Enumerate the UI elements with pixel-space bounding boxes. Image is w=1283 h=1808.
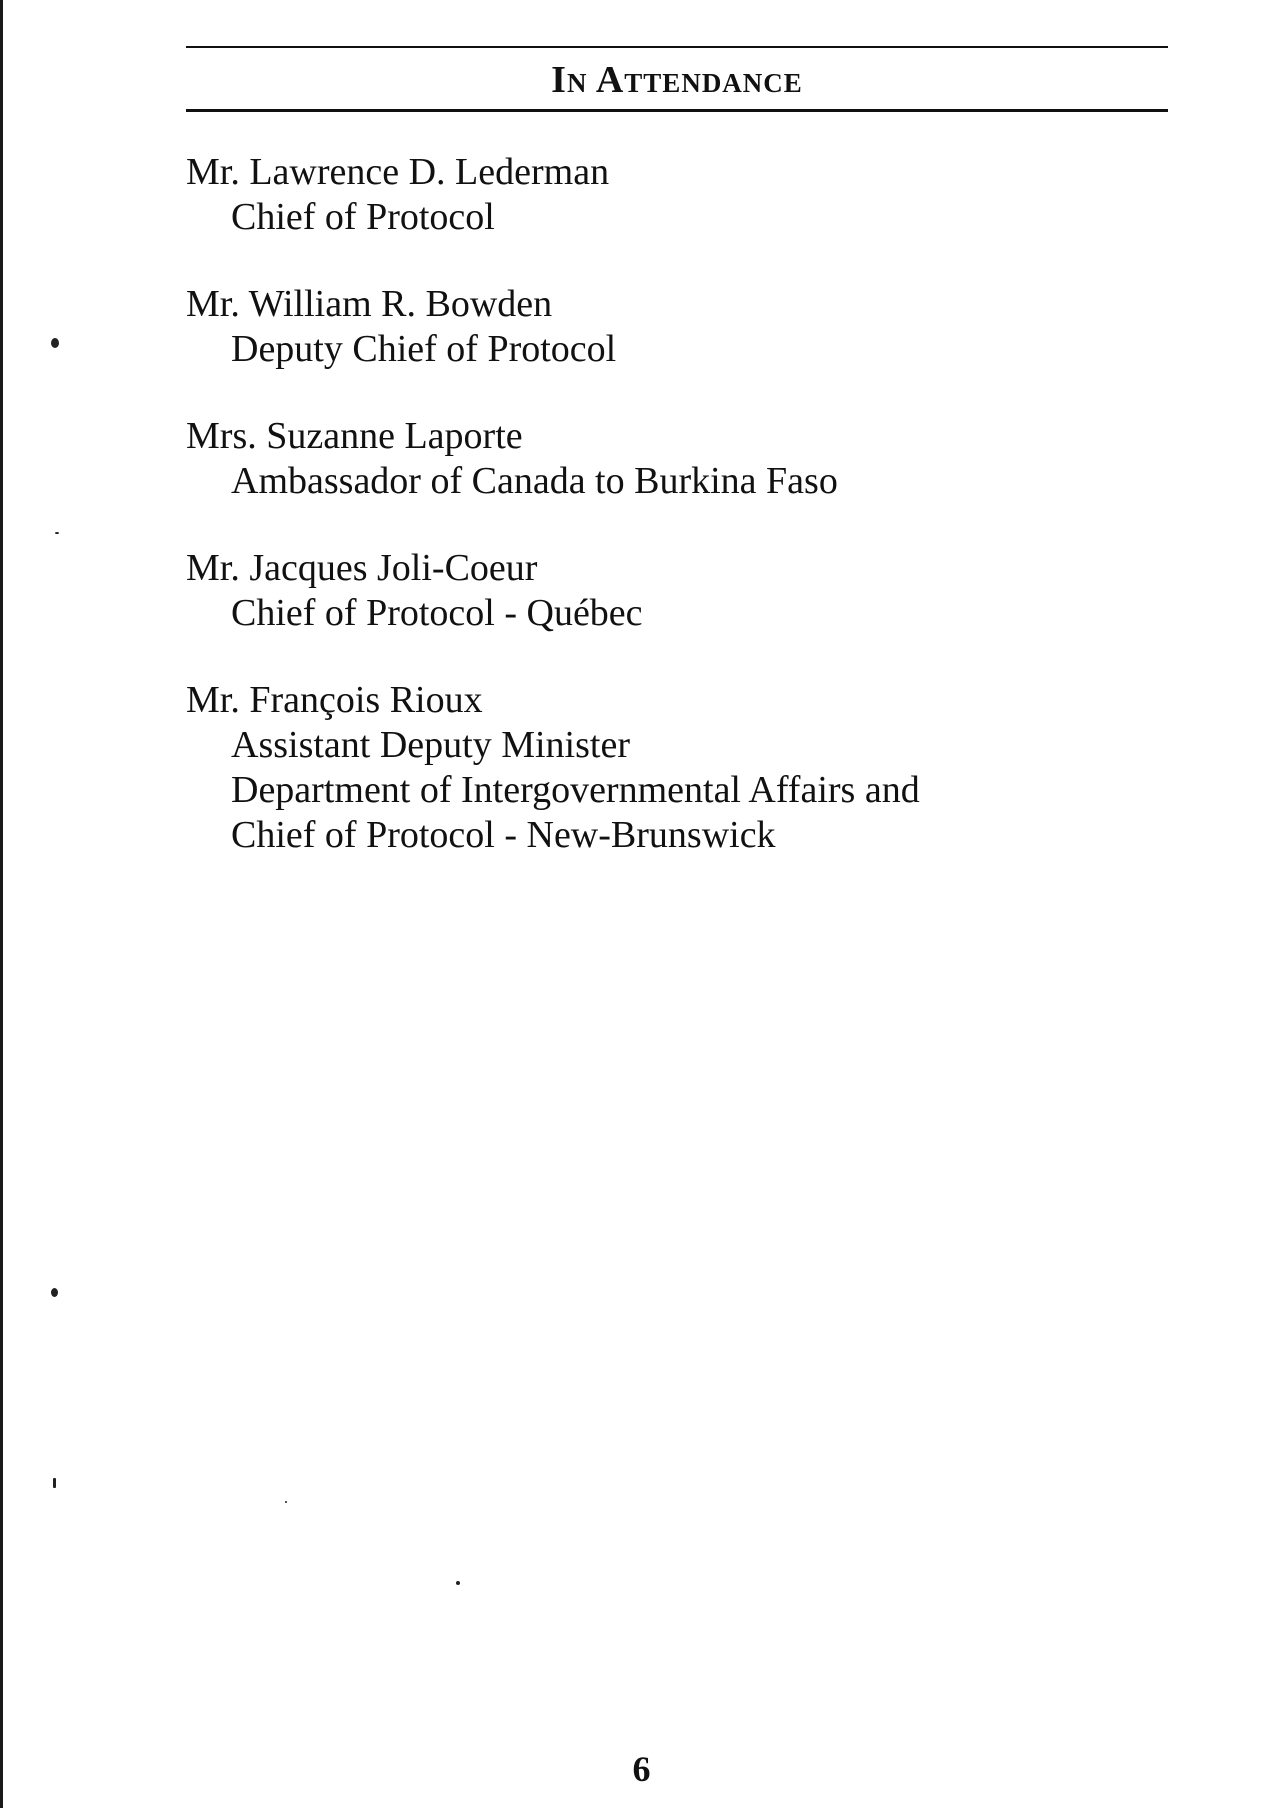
attendee-title: Chief of Protocol — [231, 196, 495, 238]
page-edge — [0, 0, 3, 1808]
scan-speck — [285, 1501, 287, 1503]
attendee-title: Department of Intergovernmental Affairs and — [231, 769, 920, 811]
scan-speck — [51, 338, 59, 348]
page-number: 6 — [632, 1749, 651, 1789]
scan-speck — [51, 1288, 58, 1297]
attendee-entry — [186, 546, 1168, 636]
attendee-entry — [186, 150, 1168, 240]
attendee-entry — [186, 282, 1168, 372]
attendee-title: Assistant Deputy Minister — [231, 724, 630, 766]
attendee-name: Mrs. Suzanne Laporte — [186, 415, 523, 457]
attendee-name: Mr. Lawrence D. Lederman — [186, 151, 610, 193]
attendee-title: Ambassador of Canada to Burkina Faso — [231, 460, 838, 502]
attendee-name: Mr. François Rioux — [186, 679, 483, 721]
attendee-name: Mr. William R. Bowden — [186, 283, 553, 325]
section-header — [186, 46, 1168, 112]
attendee-name: Mr. Jacques Joli-Coeur — [186, 547, 538, 589]
attendee-list — [186, 150, 1168, 900]
section-title: In Attendance — [551, 58, 803, 101]
attendee-title: Deputy Chief of Protocol — [231, 328, 617, 370]
attendee-entry — [186, 678, 1168, 858]
attendee-title: Chief of Protocol - New-Brunswick — [231, 814, 776, 856]
attendee-entry — [186, 414, 1168, 504]
attendee-title: Chief of Protocol - Québec — [231, 592, 643, 634]
scan-speck — [456, 1581, 460, 1585]
scan-speck — [55, 532, 59, 534]
scan-speck — [53, 1478, 56, 1488]
